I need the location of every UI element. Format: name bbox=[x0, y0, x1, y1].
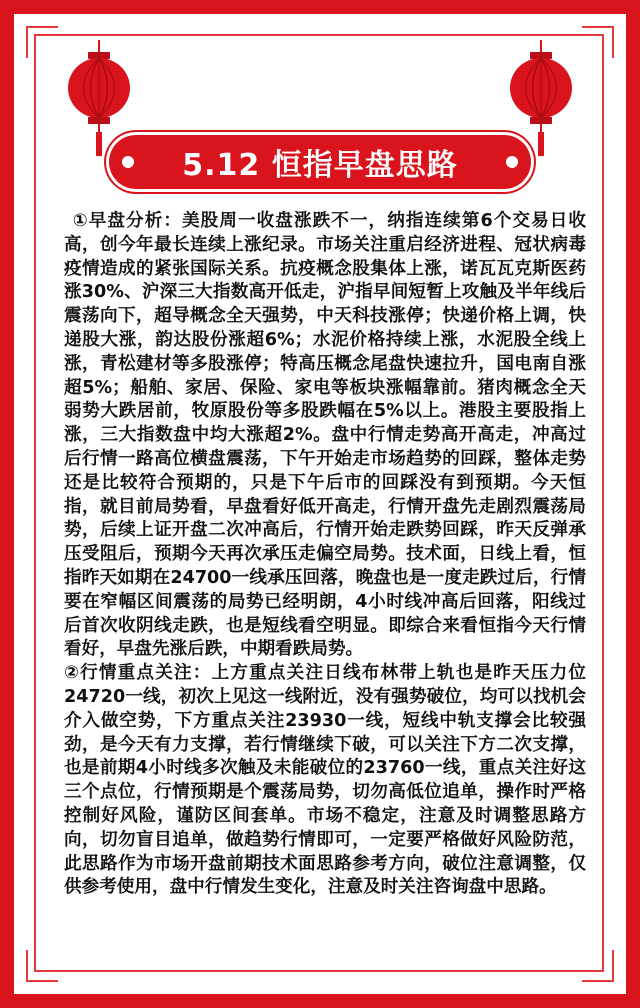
title-banner bbox=[106, 132, 534, 192]
frame-corner bbox=[26, 950, 58, 982]
banner-dot bbox=[122, 156, 134, 168]
key-levels-paragraph: ②行情重点关注：上方重点关注日线布林带上轨也是昨天压力位24720一线，初次上见这一线附近，没有强势破位，均可以找机会介入做空势，下方重点关注23930一线，短线中轨支撑会比较强劲，是今天有力支撑，若行情继续下破，可以关注下方二次支撑，也是前期4小时线多次触及未能破位的23760一线，重点关注好这三个点位，行情预期是个震荡局势，切勿高低位追单，操作时严格控制好风险，谨防区间套单。市场不稳定，注意及时调整思路方向，切勿盲目追单，做趋势行情即可，一定要严格做好风险防范，此思路作为市场开盘前期技术面思路参考方向，破位注意调整，仅供参考使用，盘中行情发生变化，注意及时关注咨询盘中思路。 bbox=[64, 663, 586, 898]
article-body bbox=[64, 210, 586, 900]
poster-card bbox=[14, 14, 626, 994]
banner-dot bbox=[506, 156, 518, 168]
frame-corner bbox=[26, 26, 58, 58]
frame-corner bbox=[582, 950, 614, 982]
page-title: 5.12 恒指早盘思路 bbox=[182, 148, 458, 183]
morning-analysis-paragraph: ①早盘分析：美股周一收盘涨跌不一，纳指连续第6个交易日收高，创今年最长连续上涨纪录。市场关注重启经济进程、冠状病毒疫情造成的紧张国际关系。抗疫概念股集体上涨，诺瓦瓦克斯医药涨30%、沪深三大指数高开低走，沪指早间短暂上攻触及半年线后震荡向下，超导概念全天强势，中天科技涨停；快递价格上调，快递股大涨，韵达股份涨超6%；水泥价格持续上涨，水泥股全线上涨，青松建材等多股涨停；特高压概念尾盘快速拉升，国电南自涨超5%；船舶、家居、保险、家电等板块涨幅靠前。猪肉概念全天弱势大跌居前，牧原股份等多股跌幅在5%以上。港股主要股指上涨，三大指数盘中均大涨超2%。盘中行情走势高开高走，冲高过后行情一路高位横盘震荡，下午开始走市场趋势的回踩，整体走势还是比较符合预期的，只是下午后市的回踩没有到预期。今天恒指，就目前局势看，早盘看好低开高走，行情开盘先走剧烈震荡局势，后续上证开盘二次冲高后，行情开始走跌势回踩，昨天反弹承压受阻后，预期今天再次承压走偏空局势。技术面，日线上看，恒指昨天如期在24700一线承压回落，晚盘也是一度走跌过后，行情要在窄幅区间震荡的局势已经明朗，4小时线冲高后回落，阳线过后首次收阴线走跌，也是短线看空明显。即综合来看恒指今天行情看好，早盘先涨后跌，中期看跌局势。 bbox=[64, 211, 586, 660]
frame-corner bbox=[582, 26, 614, 58]
